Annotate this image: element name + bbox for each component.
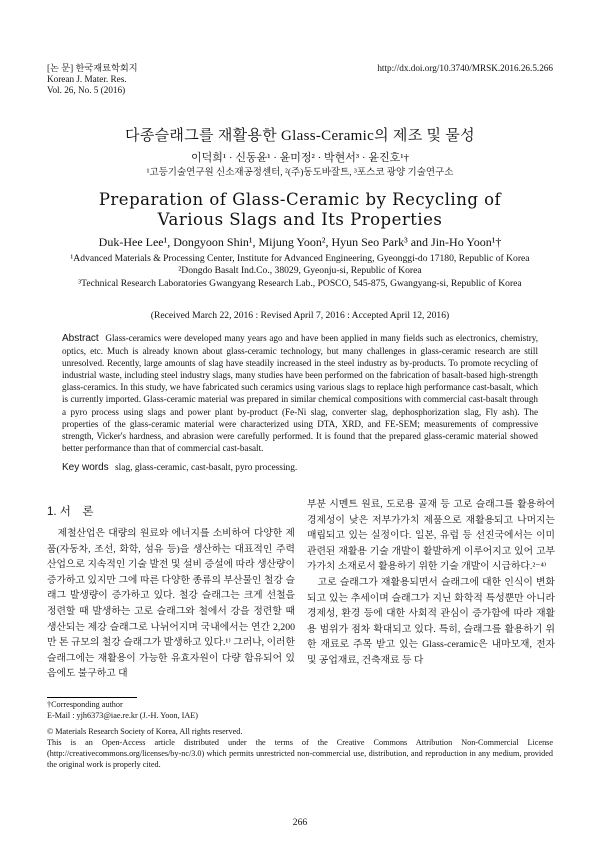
keywords-label: Key words <box>62 462 109 473</box>
keywords-text: slag, glass-ceramic, cast-basalt, pyro processing. <box>115 463 298 473</box>
authors-english: Duk-Hee Lee¹, Dongyoon Shin¹, Mijung Yoon², Hyun Seo Park³ and Jin-Ho Yoon¹† <box>98 235 502 249</box>
journal-volume: Vol. 26, No. 5 (2016) <box>47 85 126 95</box>
journal-header <box>47 63 138 96</box>
section-heading-introduction: 1. 서 론 <box>47 506 94 518</box>
affiliation-3: ³Technical Research Laboratories Gwangyang Research Lab., POSCO, 545-875, Gwangyang-si, Republic of Korea <box>78 277 522 289</box>
corresponding-author-note: †Corresponding author <box>47 700 123 709</box>
affiliations-english <box>30 253 570 290</box>
paragraph: 고로 슬래그가 재활용되면서 슬래그에 대한 인식이 변화되고 있는 추세이며 슬래그가 지닌 화학적 특성뿐만 아니라 경제성, 환경 등에 대한 사회적 관심이 증가함에 따라 재활용 범위가 점차 확대되고 있다. 특히, 슬래그를 활용하기 위한 재료로 주목 받고 있는 Glass-ceramic은 내마모재, 전자 및 공업재료, 건축재료 등 다 <box>307 576 555 666</box>
title-english-line2: Various Slags and Its Properties <box>157 210 443 229</box>
keywords <box>62 462 538 473</box>
affiliations-korean: ¹고등기술연구원 신소재공정센터, ²(주)동도바잘트, ³포스코 광양 기술연구소 <box>146 168 454 178</box>
paragraph: 부분 시멘트 원료, 도로용 골재 등 고로 슬래그를 활용하여 경제성이 낮은 저부가가치 제품으로 재활용되고 나머지는 매립되고 있는 실정이다. 일본, 유럽 등 선진국에서는 이미 관련된 재활용 기술 개발이 활발하게 이루어지고 있어 고부가가치 소재로서 활용하기 위한 기술 개발이 시급하다.²⁻⁴⁾ <box>307 499 555 573</box>
body-column-left <box>47 526 295 682</box>
journal-name-en: Korean J. Mater. Res. <box>47 74 127 84</box>
title-english-line1: Preparation of Glass-Ceramic by Recycling of <box>98 190 502 209</box>
copyright-notice: © Materials Research Society of Korea, All rights reserved. <box>47 727 243 736</box>
received-dates: (Received March 22, 2016 : Revised April 7, 2016 : Accepted April 12, 2016) <box>150 310 450 321</box>
body-column-right <box>307 497 555 669</box>
affiliation-2: ²Dongdo Basalt Ind.Co., 38029, Gyeonju-si, Republic of Korea <box>178 265 422 277</box>
affiliation-1: ¹Advanced Materials & Processing Center, Institute for Advanced Engineering, Gyeonggi-do 17180, Republic of Korea <box>70 253 530 264</box>
title-english <box>0 190 600 230</box>
abstract-text: Glass-ceramics were developed many years ago and have been applied in many fields such as electronics, chemistry, optics, etc. Much is already known about glass-ceramic technology, but many challenges in glass-ceramic research are still unresolved. Recently, large amounts of slag have steadily increased in the steel industry as by-products. To promote recycling of industrial waste, including steel industry slags, many studies have been performed on the fabrication of basalt-based high-strength glass-ceramics. In this study, we have fabricated such ceramics using various slags to replace high performance cast-basalt, which is currently imported. Glass-ceramic material was prepared in similar chemical compositions with commercial cast-basalt through a pyro process using slags and power plant by-product (Fe-Ni slag, converter slag, dephosphorization slag, Fly ash). The properties of the glass-ceramic material were characterized using DTA, XRD, and FE-SEM; measurements of compressive strength, Vicker's hardness, and abrasion were carefully performed. It is found that the prepared glass-ceramic material showed better performance than that of commercial cast-basalt. <box>62 333 539 453</box>
license-text: This is an Open-Access article distributed under the terms of the Creative Commons Attribution Non-Commercial License (http://creativecommons.org/licenses/by-nc/3.0) which permits unrestricted non-commercial use, distribution, and reproduction in any medium, provided the original work is properly cited. <box>47 738 553 769</box>
footnote <box>47 699 198 721</box>
title-korean: 다종슬래그를 재활용한 Glass-Ceramic의 제조 및 물성 <box>125 128 475 144</box>
doi-link[interactable]: http://dx.doi.org/10.3740/MRSK.2016.26.5.266 <box>377 63 553 73</box>
paragraph: 제철산업은 대량의 원료와 에너지를 소비하여 다양한 제품(자동차, 조선, 화학, 섬유 등)을 생산하는 대표적인 주력산업으로 지속적인 기술 발전 및 설비 증설에 따라 생산량이 증가하고 있지만 그에 따른 다양한 종류의 부산물인 철강 슬래그 발생량이 증가하고 있다. 철강 슬래그는 크게 선철을 정련할 때 발생하는 고로 슬래그와 철에서 강을 정련할 때 생산되는 제강 슬래그로 나뉘어지며 국내에서는 연간 2,200만 톤 규모의 철강 슬래그가 발생하고 있다.¹⁾ 그러나, 이러한 슬래그에는 재활용이 가능한 유효자원이 다량 함유되어 있음에도 불구하고 대 <box>47 528 295 680</box>
journal-name-ko: [논 문] 한국재료학회지 <box>47 63 138 73</box>
author-email: E-Mail : yjh6373@iae.re.kr (J.-H. Yoon, IAE) <box>47 711 199 720</box>
abstract-label: Abstract <box>62 333 99 344</box>
abstract <box>62 332 538 454</box>
authors-korean: 이덕희¹ · 신동윤¹ · 윤미정² · 박현서³ · 윤진호¹† <box>190 152 410 164</box>
page-number: 266 <box>292 817 308 828</box>
license-block <box>47 726 553 770</box>
footnote-divider <box>47 697 137 698</box>
